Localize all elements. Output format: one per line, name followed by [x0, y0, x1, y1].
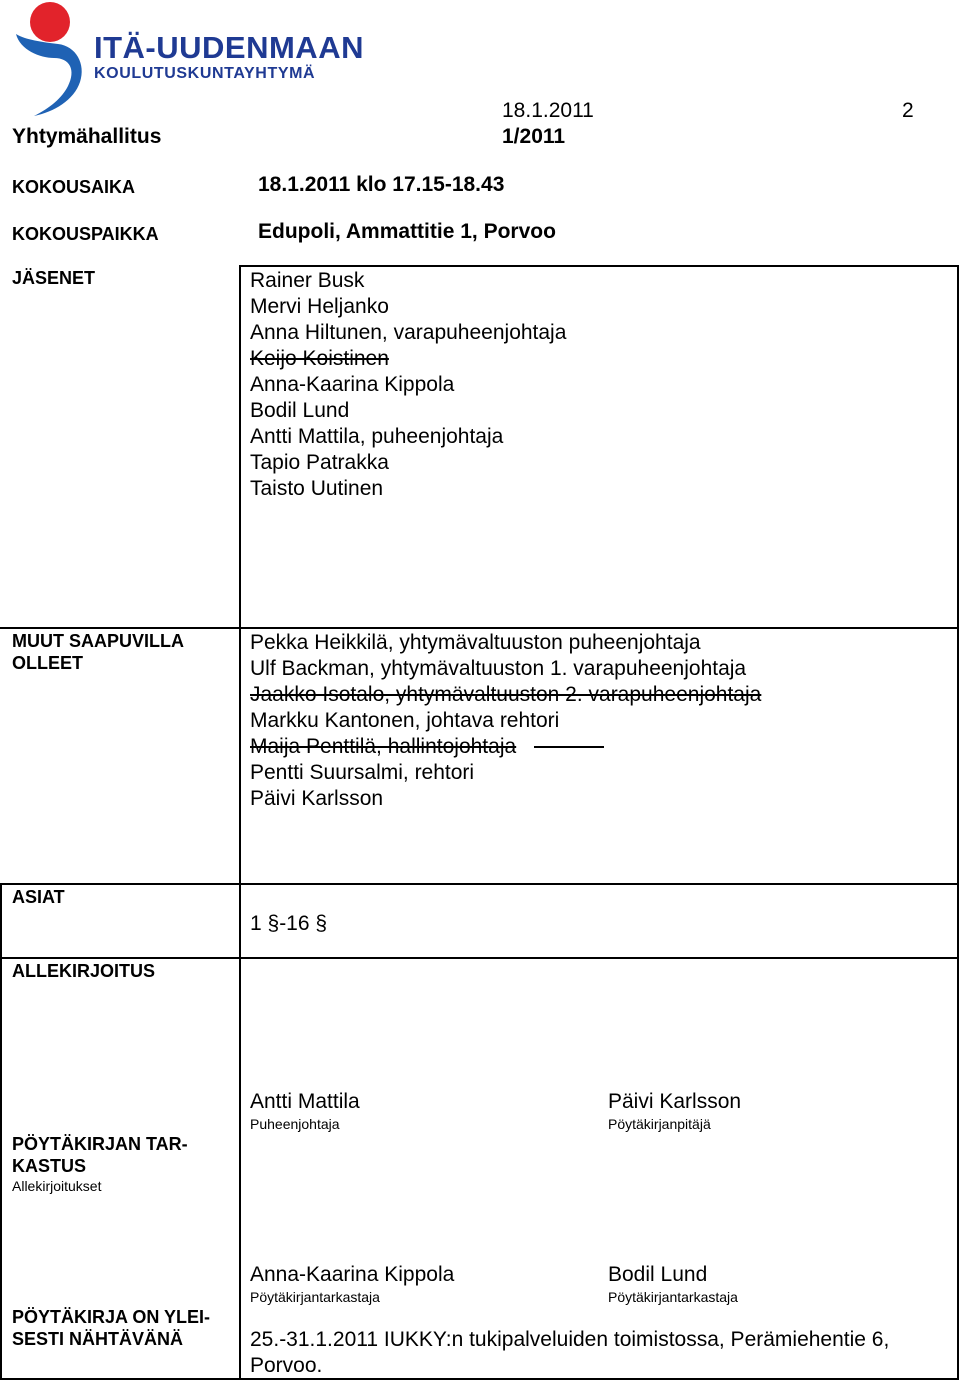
review-label-sub: Allekirjoitukset	[12, 1178, 102, 1194]
document-date: 18.1.2011	[502, 99, 594, 122]
logo-dot	[30, 2, 70, 42]
meeting-time-value: 18.1.2011 klo 17.15-18.43	[258, 173, 505, 196]
meeting-place-value: Edupoli, Ammattitie 1, Porvoo	[258, 220, 556, 243]
chair-role: Puheenjohtaja	[250, 1116, 340, 1132]
matters-value: 1 §-16 §	[250, 912, 328, 935]
public-value-line1: 25.-31.1.2011 IUKKY:n tukipalveluiden toimistossa, Perämiehentie 6,	[250, 1328, 890, 1351]
members-label: JÄSENET	[12, 268, 96, 288]
review-label-line1: PÖYTÄKIRJAN TAR-	[12, 1134, 188, 1154]
list-item: Markku Kantonen, johtava rehtori	[250, 709, 560, 732]
meeting-time-label: KOKOUSAIKA	[12, 177, 136, 197]
public-label-line1: PÖYTÄKIRJA ON YLEI-	[12, 1307, 211, 1327]
strike-extension	[534, 746, 604, 748]
others-label-line2: OLLEET	[12, 653, 83, 673]
list-item: Päivi Karlsson	[250, 787, 384, 810]
logo-mark-icon	[10, 0, 90, 120]
list-item: Antti Mattila, puheenjohtaja	[250, 425, 504, 448]
grid-line	[0, 883, 2, 1380]
list-item: Pentti Suursalmi, rehtori	[250, 761, 475, 784]
signature-label: ALLEKIRJOITUS	[12, 961, 156, 981]
reviewer2-role: Pöytäkirjantarkastaja	[608, 1289, 738, 1305]
list-item: Pekka Heikkilä, yhtymävaltuuston puheenjohtaja	[250, 631, 701, 654]
org-name-line1: ITÄ-UUDENMAAN	[94, 30, 364, 65]
list-item: Taisto Uutinen	[250, 477, 384, 500]
grid-line	[239, 265, 241, 1380]
logo-swoosh	[16, 34, 82, 116]
grid-line	[0, 883, 959, 885]
chair-name: Antti Mattila	[250, 1090, 360, 1113]
grid-line	[240, 265, 959, 267]
reviewer1-name: Anna-Kaarina Kippola	[250, 1263, 455, 1286]
meeting-number: 1/2011	[502, 125, 566, 148]
list-item: Mervi Heljanko	[250, 295, 389, 318]
reviewer1-role: Pöytäkirjantarkastaja	[250, 1289, 380, 1305]
org-name-line2: KOULUTUSKUNTAYHTYMÄ	[94, 65, 316, 82]
secretary-role: Pöytäkirjanpitäjä	[608, 1116, 711, 1132]
organization-logo	[10, 0, 364, 120]
others-list	[250, 630, 761, 812]
review-label-line2: KASTUS	[12, 1156, 87, 1176]
list-item: Bodil Lund	[250, 399, 350, 422]
body-name: Yhtymähallitus	[12, 125, 162, 148]
members-list	[250, 268, 566, 502]
list-item: Ulf Backman, yhtymävaltuuston 1. varapuheenjohtaja	[250, 657, 747, 680]
list-item: Anna Hiltunen, varapuheenjohtaja	[250, 321, 567, 344]
grid-line	[0, 1378, 959, 1380]
grid-line	[957, 265, 959, 1380]
list-item-struck: Jaakko Isotalo, yhtymävaltuuston 2. varapuheenjohtaja	[250, 683, 762, 706]
secretary-name: Päivi Karlsson	[608, 1090, 742, 1113]
matters-label: ASIAT	[12, 887, 65, 907]
grid-line	[0, 627, 959, 629]
public-value-line2: Porvoo.	[250, 1354, 323, 1377]
meeting-place-label: KOKOUSPAIKKA	[12, 224, 159, 244]
list-item: Tapio Patrakka	[250, 451, 389, 474]
list-item-struck: Maija Penttilä, hallintojohtaja	[250, 735, 517, 758]
page-number: 2	[902, 99, 914, 122]
list-item: Rainer Busk	[250, 269, 365, 292]
others-label-line1: MUUT SAAPUVILLA	[12, 631, 184, 651]
grid-line	[0, 957, 959, 959]
public-label-line2: SESTI NÄHTÄVÄNÄ	[12, 1329, 184, 1349]
list-item-struck: Keijo Koistinen	[250, 347, 389, 370]
list-item: Anna-Kaarina Kippola	[250, 373, 455, 396]
reviewer2-name: Bodil Lund	[608, 1263, 708, 1286]
